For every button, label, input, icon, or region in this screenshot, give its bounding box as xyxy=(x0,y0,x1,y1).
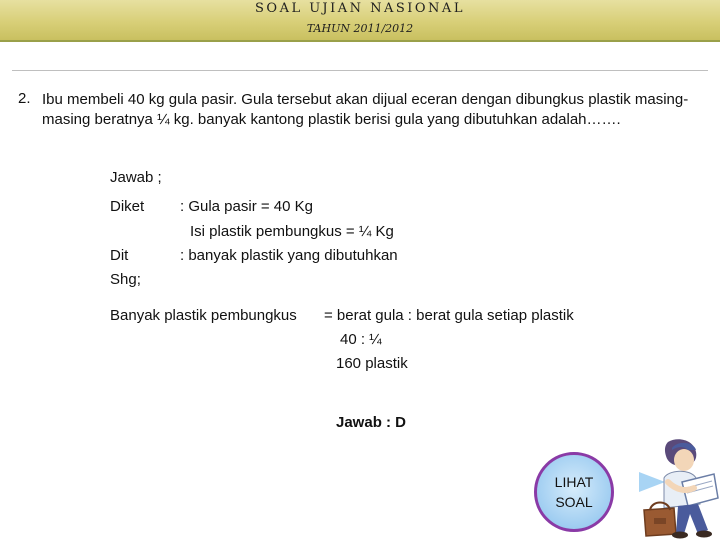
student-reading-icon xyxy=(638,438,720,540)
button-line-2: SOAL xyxy=(555,494,593,510)
question-number: 2. xyxy=(18,90,31,107)
lihat-soal-button[interactable] xyxy=(534,452,614,532)
answer: Jawab : D xyxy=(336,414,407,431)
dit-label: Dit xyxy=(110,247,129,264)
shg-label: Shg; xyxy=(110,271,141,288)
diket-label: Diket xyxy=(110,198,145,215)
step-2: 160 plastik xyxy=(336,355,408,372)
formula-label: Banyak plastik pembungkus xyxy=(110,307,297,324)
diket-line-1: : Gula pasir = 40 Kg xyxy=(180,198,313,215)
dit-value: : banyak plastik yang dibutuhkan xyxy=(180,247,398,264)
button-line-1: LIHAT xyxy=(554,474,594,490)
header-title: SOAL UJIAN NASIONAL xyxy=(255,1,465,16)
step-1: 40 : ¼ xyxy=(340,331,382,348)
divider xyxy=(12,70,708,71)
jawab-label: Jawab ; xyxy=(110,169,162,186)
diket-line-2: Isi plastik pembungkus = ¼ Kg xyxy=(190,223,394,240)
question-text: Ibu membeli 40 kg gula pasir. Gula tersebut akan dijual eceran dengan dibungkus plastik masing-masing beratnya ¼ kg. banyak kantong plastik berisi gula yang dibutuhkan adalah……. xyxy=(42,91,689,128)
formula-value: = berat gula : berat gula setiap plastik xyxy=(324,307,574,324)
header-bar xyxy=(0,0,720,42)
header-subtitle: TAHUN 2011/2012 xyxy=(306,22,414,35)
